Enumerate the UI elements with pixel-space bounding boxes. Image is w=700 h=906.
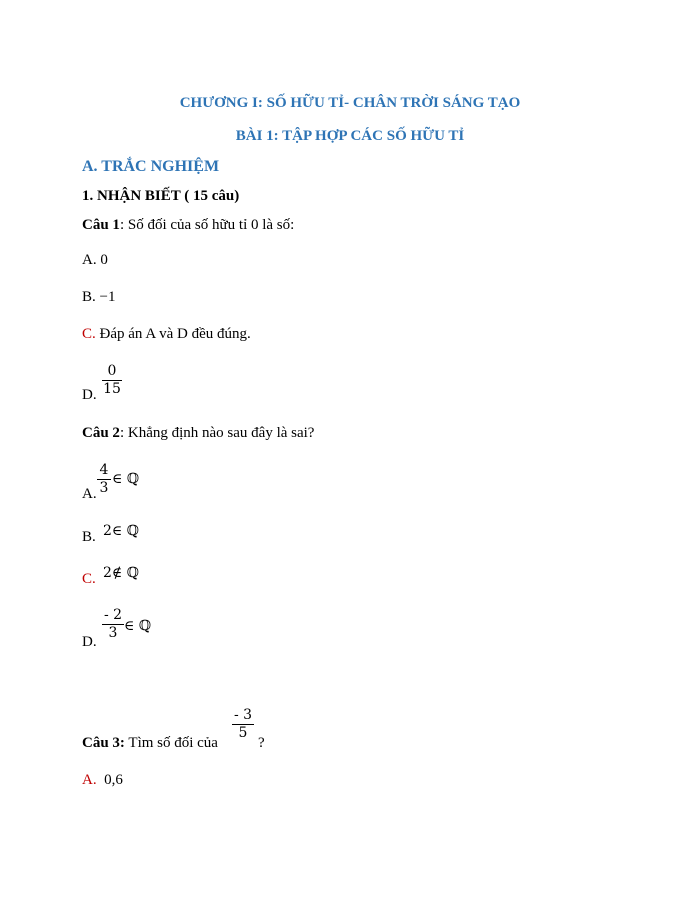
- q3-option-a[interactable]: [82, 772, 123, 789]
- question-1-label: Câu 1: [82, 217, 120, 233]
- fraction-numerator: - 2: [103, 607, 123, 623]
- fraction-numerator: 0: [107, 363, 117, 379]
- q2-option-c[interactable]: [82, 571, 96, 588]
- q2-b-expression: 2∈ ℚ: [103, 523, 139, 539]
- option-letter: B.: [82, 529, 96, 545]
- fraction-denominator: 5: [238, 725, 248, 741]
- fraction-denominator: 15: [103, 381, 121, 397]
- option-text: Đáp án A và D đều đúng.: [95, 326, 251, 342]
- q2-a-fraction: [97, 462, 111, 497]
- section-a-heading: A. TRẮC NGHIỆM: [82, 158, 220, 175]
- option-letter: D.: [82, 387, 97, 403]
- question-1-text: : Số đối của số hữu tỉ 0 là số:: [119, 217, 295, 233]
- q1-option-b[interactable]: [82, 289, 115, 306]
- option-letter: A.: [82, 252, 97, 268]
- option-text: −1: [95, 289, 116, 305]
- fraction-denominator: 3: [108, 625, 118, 641]
- lesson-title: BÀI 1: TẬP HỢP CÁC SỐ HỮU TỈ: [235, 128, 465, 144]
- fraction-denominator: 3: [99, 480, 109, 496]
- option-letter: C.: [82, 571, 96, 587]
- question-3: [82, 735, 218, 752]
- q2-option-a[interactable]: [82, 486, 97, 503]
- option-letter: A.: [82, 772, 97, 788]
- q1-d-fraction: [102, 363, 122, 398]
- question-1: [82, 217, 294, 234]
- q2-d-relation: ∈ ℚ: [124, 618, 152, 634]
- option-text: 0: [96, 252, 108, 268]
- option-text: 0,6: [96, 772, 123, 788]
- q2-option-d[interactable]: [82, 634, 97, 651]
- option-letter: B.: [82, 289, 96, 305]
- question-2-text: : Khẳng định nào sau đây là sai?: [119, 425, 315, 441]
- question-3-label: Câu 3:: [82, 735, 125, 751]
- q3-fraction: [232, 707, 254, 742]
- subsection-heading: 1. NHẬN BIẾT ( 15 câu): [82, 188, 240, 204]
- q2-d-fraction: [102, 607, 124, 642]
- fraction-numerator: 4: [99, 462, 109, 478]
- q1-option-a[interactable]: [82, 252, 108, 269]
- q2-c-expression: 2∉ ℚ: [103, 565, 139, 581]
- question-3-text: Tìm số đối của: [124, 735, 218, 751]
- q1-option-c[interactable]: [82, 326, 251, 343]
- chapter-title: CHƯƠNG I: SỐ HỮU TỈ- CHÂN TRỜI SÁNG TẠO: [179, 95, 521, 111]
- question-2-label: Câu 2: [82, 425, 120, 441]
- question-2: [82, 425, 314, 442]
- q1-option-d[interactable]: [82, 387, 97, 404]
- q2-option-b[interactable]: [82, 529, 96, 546]
- option-letter: A.: [82, 486, 97, 502]
- fraction-numerator: - 3: [233, 707, 253, 723]
- question-3-suffix: ?: [258, 735, 265, 751]
- option-letter: D.: [82, 634, 97, 650]
- option-letter: C.: [82, 326, 96, 342]
- q2-a-relation: ∈ ℚ: [112, 471, 140, 487]
